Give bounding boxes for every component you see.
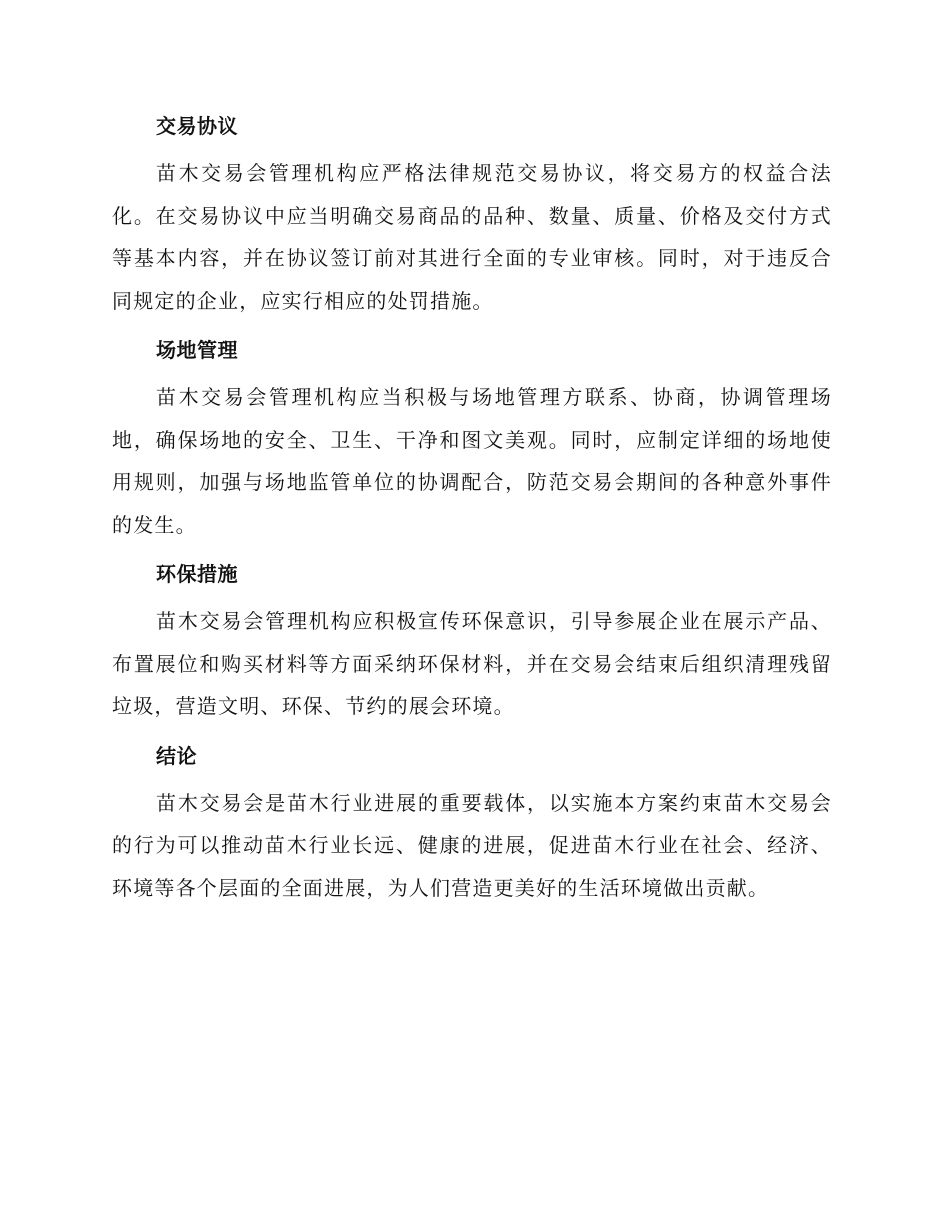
document-page (112, 108, 832, 923)
section-heading: 交易协议 (156, 114, 238, 138)
section-paragraph: 苗木交易会是苗木行业进展的重要载体，以实施本方案约束苗木交易会的行为可以推动苗木行业长远、健康的进展，促进苗木行业在社会、经济、环境等各个层面的全面进展，为人们营造更美好的生活环境做出贡献。 (112, 790, 832, 900)
section-heading: 结论 (156, 743, 197, 768)
section-environmental-measures (112, 560, 832, 728)
section-paragraph: 苗木交易会管理机构应积极宣传环保意识，引导参展企业在展示产品、布置展位和购买材料等方面采纳环保材料，并在交易会结束后组织清理残留垃圾，营造文明、环保、节约的展会环境。 (112, 609, 832, 718)
section-transaction-agreement (112, 112, 832, 322)
section-paragraph: 苗木交易会管理机构应严格法律规范交易协议，将交易方的权益合法化。在交易协议中应当明确交易商品的品种、数量、质量、价格及交付方式等基本内容，并在协议签订前对其进行全面的专业审核。同时，对于违反合同规定的企业，应实行相应的处罚措施。 (112, 161, 832, 313)
section-heading: 场地管理 (156, 338, 238, 362)
section-conclusion (112, 742, 832, 910)
section-heading: 环保措施 (156, 562, 238, 586)
section-paragraph: 苗木交易会管理机构应当积极与场地管理方联系、协商，协调管理场地，确保场地的安全、卫生、干净和图文美观。同时，应制定详细的场地使用规则，加强与场地监管单位的协调配合，防范交易会期间的各种意外事件的发生。 (112, 385, 832, 537)
section-venue-management (112, 336, 832, 546)
